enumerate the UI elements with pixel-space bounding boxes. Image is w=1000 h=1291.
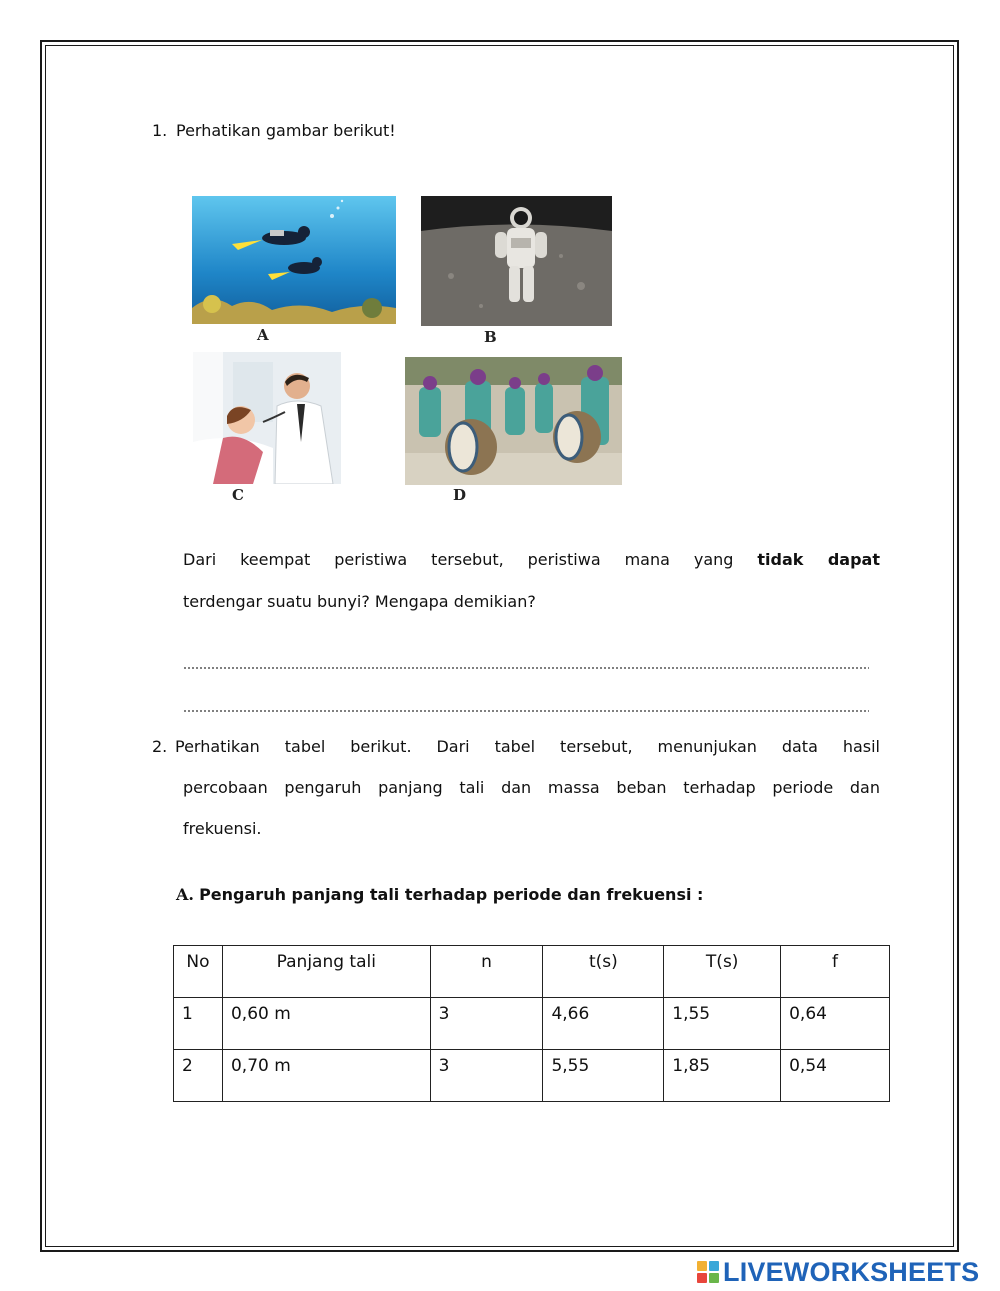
question-2-line1: Perhatikan tabel berikut. Dari tabel tersebut, menunjukan data hasil	[175, 737, 880, 756]
data-table	[173, 945, 890, 1102]
liveworksheets-logo	[697, 1258, 979, 1286]
question-2-line2: percobaan pengaruh panjang tali dan massa beban terhadap periode dan	[183, 778, 880, 797]
question-1-text-regular: Dari keempat peristiwa tersebut, peristiwa mana yang	[183, 550, 734, 569]
question-2-line3: frekuensi.	[183, 819, 262, 838]
answer-line-2[interactable]	[183, 710, 869, 712]
logo-block	[709, 1261, 719, 1271]
table-cell: 1	[174, 998, 223, 1050]
question-1-text-bold: tidak dapat	[757, 550, 880, 569]
table-cell: 3	[430, 998, 543, 1050]
image-label-b: B	[484, 328, 497, 346]
logo-blocks-icon	[697, 1261, 719, 1283]
table-header-frequency: f	[781, 946, 890, 998]
image-label-c: C	[232, 486, 244, 504]
image-divers	[192, 196, 396, 324]
logo-block	[697, 1261, 707, 1271]
question-1-text-line2: terdengar suatu bunyi? Mengapa demikian?	[183, 592, 536, 611]
table-cell: 5,55	[543, 1050, 664, 1102]
table-cell: 0,60 m	[222, 998, 430, 1050]
table-cell: 1,85	[664, 1050, 781, 1102]
table-cell: 2	[174, 1050, 223, 1102]
table-header-length: Panjang tali	[222, 946, 430, 998]
table-cell: 0,64	[781, 998, 890, 1050]
image-doctor	[193, 352, 341, 484]
question-1-number: 1.	[152, 121, 168, 140]
table-cell: 0,70 m	[222, 1050, 430, 1102]
image-label-a: A	[257, 326, 269, 344]
table-row	[174, 998, 890, 1050]
table-header-row	[174, 946, 890, 998]
answer-line-1[interactable]	[183, 667, 869, 669]
section-a-heading	[176, 885, 703, 905]
section-a-title: Pengaruh panjang tali terhadap periode dan frekuensi :	[199, 885, 704, 904]
table-cell: 0,54	[781, 1050, 890, 1102]
table-header-period: T(s)	[664, 946, 781, 998]
logo-block	[697, 1273, 707, 1283]
table-row	[174, 1050, 890, 1102]
table-cell: 4,66	[543, 998, 664, 1050]
image-label-d: D	[453, 486, 467, 504]
table-header-n: n	[430, 946, 543, 998]
question-1-text-line1	[183, 550, 880, 570]
question-2-number: 2.	[152, 737, 168, 756]
table-header-time: t(s)	[543, 946, 664, 998]
brand-name: LIVEWORKSHEETS	[723, 1256, 980, 1287]
section-a-letter: A.	[176, 885, 194, 904]
table-header-no: No	[174, 946, 223, 998]
table-cell: 3	[430, 1050, 543, 1102]
logo-block	[709, 1273, 719, 1283]
table-cell: 1,55	[664, 998, 781, 1050]
image-drummers	[405, 357, 622, 485]
question-1-prompt: Perhatikan gambar berikut!	[176, 121, 396, 140]
image-astronaut	[421, 196, 612, 326]
